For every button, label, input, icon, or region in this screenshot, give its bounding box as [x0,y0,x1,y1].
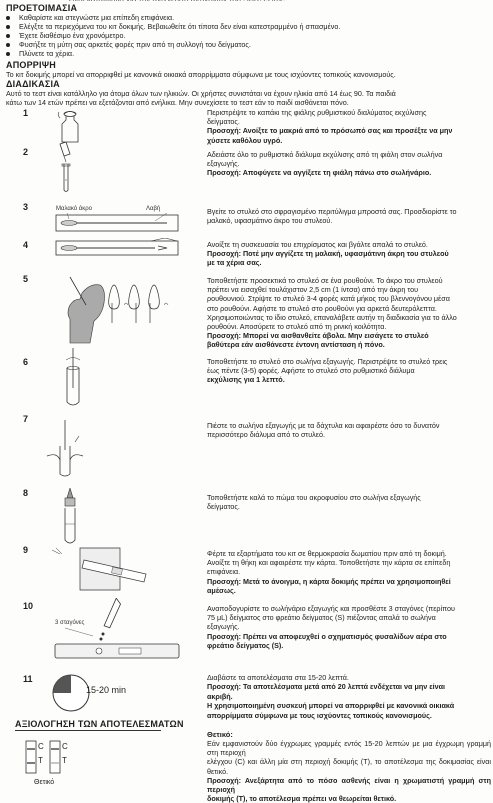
buffer-bottle-open-illustration [55,106,85,146]
step-text-line: δείγματος. [207,502,240,512]
preparation-item-text: Πλύνετε τα χέρια. [19,49,75,58]
step-text-line: Χρησιμοποιώντας το ίδιο στυλεό, επαναλάβετε αυτήν τη διαδικασία για το άλλο [207,312,457,322]
test-line-label-2: T [62,756,67,765]
timer-label: 15-20 min [86,685,127,695]
step-number: 9 [23,545,29,555]
step-caution-line: Προσοχή: Πρέπει να αποφευχθεί ο σχηματισμός φυσαλίδων αέρα στο [207,631,447,641]
step-caution-line: Προσοχή: Ποτέ μην αγγίζετε τη μαλακή, υφασμάτινη άκρη του στυλεού [207,249,449,259]
step-text-line: Περιστρέψτε το καπάκι της φιάλης ρυθμιστικού διαλύματος εκχύλισης [207,108,427,117]
step-text-line: εξαγωγής. [207,159,240,169]
swab-in-tube-illustration [62,348,84,408]
step-description [207,150,487,178]
swab-handle-label: Λαβή [146,206,161,212]
cut-off-top-line [0,0,493,1]
swab-package-illustration [55,213,180,235]
step-number: 5 [23,274,29,284]
preparation-item [6,13,174,22]
step-text-line: Φέρτε τα εξαρτήματα του κιτ σε θερμοκρασία δωματίου πριν από τη δοκιμή. [207,549,447,558]
step-caution-line: εκχύλισης για 1 λεπτό. [207,375,285,385]
procedure-intro-2: κάτω των 14 ετών πρέπει να εξετάζονται από ενήλικα. Μην συνεχίσετε το τεστ εάν το παιδί αισθάνεται πόνο. [6,98,349,107]
step-text-line: Αδειάστε όλο το ρυθμιστικό διάλυμα εκχύλισης από τη φιάλη στον σωλήνα [207,150,443,159]
test-line-label-1: T [38,756,43,765]
open-swab-package-illustration [55,238,180,260]
step-text-line: Τοποθετήστε το στυλεό στο σωλήνα εξαγωγής. Περιστρέψτε το στυλεό τρεις [207,357,448,366]
step-number: 8 [23,488,29,498]
evaluation-caution-line: δοκιμής (T), το αποτέλεσμα πρέπει να θεωρείται θετικό. [207,794,397,803]
squeeze-tube-illustration [45,420,93,480]
step-caution-line: Προσοχή: Ανοίξτε το μακριά από το πρόσωπό σας και προσέξτε να μην [207,126,453,136]
step-number: 6 [23,357,29,367]
step-description [207,207,487,225]
step-text-line: Πιέστε το σωλήνα εξαγωγής με τα δάχτυλα και αφαιρέστε όσο το δυνατόν [207,421,440,430]
step-caution-line: Προσοχή: Μπορεί να αισθανθείτε άβολα. Μην εισάγετε το στυλεό [207,331,429,341]
step-caution-line: Προσοχή: Αποφύγετε να αγγίξετε τη φιάλη πάνω στο σωλήνάριο. [207,168,432,178]
disposal-text: Το κιτ δοκιμής μπορεί να απορριφθεί με κανονικά οικιακά απορρίμματα σύμφωνα με τους ισχύοντες τοπικούς κανονισμούς. [6,70,396,79]
preparation-item-text: Έχετε διαθέσιμο ένα χρονόμετρο. [19,31,126,40]
step-text-line: Βγείτε το στυλεό στο σφραγισμένο περιτύλιγμα μπροστά σας. Προσδιορίστε το [207,207,457,216]
step-text-line: Διαβάστε τα αποτελέσματα στα 15-20 λεπτά. [207,673,349,682]
step-caution-line: ακριβή. [207,691,233,701]
evaluation-text-line: ελέγχου (C) και άλλη μία στη περιοχή δοκιμής (T), το αποτέλεσμα της δοκιμασίας είναι θετικό. [207,757,491,776]
step-number: 7 [23,414,29,424]
evaluation-positive-text [207,739,491,803]
preparation-item [6,22,340,31]
step-text-line: πρέπει να εισαχθεί τουλάχιστον 2,5 cm (1 ίντσα) από την άκρη του [207,285,419,295]
step-text-line: ρουθούνι. Αποσύρετε το στυλεό από τη ρινική κοιλότητα. [207,322,387,332]
step-text-line: Τοποθετήστε προσεκτικά το στυλεό σε ένα ρουθούνι. Το άκρο του στυλεού [207,276,443,285]
step-text-line: έως πέντε (3-5) φορές. Αφήστε το στυλεό στο ρυθμιστικό διάλυμα [207,366,415,376]
step-caution-line: αμέσως. [207,585,236,595]
step-text-line: Αναποδογυρίστε το σωλήνάριο εξαγωγής και προσθέστε 3 σταγόνες (περίπου [207,604,455,613]
control-line-label-1: C [38,742,44,751]
step-text-line: περισσότερο διάλυμα από το στυλεό. [207,430,325,440]
step-caution-line: απορρίμματα σύμφωνα με τους ισχύοντες τοπικούς κανονισμούς. [207,710,432,720]
step-number: 4 [23,240,29,250]
bullet-icon [6,52,10,56]
swab-tip-label: Μαλακό άκρο [56,206,92,212]
positive-title: Θετικό: [207,730,233,739]
add-drops-illustration [45,598,185,666]
bullet-icon [6,34,10,38]
evaluation-text-line: Εάν εμφανιστούν δύο έγχρωμες γραμμές εντός 15-20 λεπτών με μια έγχρωμη γραμμή στη περιοχή [207,739,491,758]
step-description [207,240,487,268]
preparation-item [6,49,74,58]
step-caution-line: χύσετε καθόλου υγρό. [207,135,283,145]
step-text-line: μαλακό, υφασμάτινο άκρο του στυλεού. [207,216,333,226]
preparation-item-text: Φυσήξτε τη μύτη σας αρκετές φορές πριν από τη συλλογή του δείγματος. [19,40,251,49]
step-text-line: Ανοίξτε τη συσκευασία του επιχρίσματος και βγάλτε απαλά το στυλεό. [207,240,428,249]
step-caution-line: φρεάτιο δείγματος (S). [207,640,284,650]
step-caution-line: βαθύτερα εάν αισθάνεστε έντονη αντίσταση ή πόνο. [207,340,385,350]
step-caution-line: με τα χέρια σας. [207,258,262,268]
step-description [207,276,487,350]
preparation-title: ΠΡΟΕΤΟΙΜΑΣΙΑ [6,3,78,13]
evaluation-title: ΑΞΙΟΛΟΓΗΣΗ ΤΩΝ ΑΠΟΤΕΛΕΣΜΑΤΩΝ [15,719,184,729]
step-number: 10 [23,601,34,611]
three-drops-label: 3 σταγόνες [55,620,85,626]
step-description [207,673,487,720]
step-caution-line: Προσοχή: Τα αποτελέσματα μετά από 20 λεπτά ενδέχεται να μην είναι [207,682,446,692]
step-text-line: επιφάνεια. [207,567,241,577]
nasal-swab-illustration [60,275,180,345]
evaluation-title-underline [15,730,161,731]
positive-caption: Θετικό [34,779,55,786]
bullet-icon [6,25,10,29]
pour-buffer-illustration [50,142,90,194]
step-text-line: Ανοίξτε τη θήκη και αφαιρέστε την κάρτα. Τοποθετήστε την κάρτα σε επίπεδη [207,558,451,568]
step-text-line: εξαγωγής. [207,622,240,632]
bullet-icon [6,43,10,47]
step-description [207,549,487,595]
preparation-item [6,31,125,40]
test-card-pouch-illustration [50,546,150,594]
step-number: 11 [23,674,33,684]
disposal-title: ΑΠΟΡΡΙΨΗ [6,60,56,70]
step-text-line: δείγματος. [207,117,240,127]
positive-result-card-illustration [24,739,84,777]
step-description [207,421,487,439]
bullet-icon [6,16,10,20]
preparation-item-text: Ελέγξτε τα περιεχόμενα του κιτ δοκιμής. Βεβαιωθείτε ότι τίποτα δεν είναι κατεστραμμένο ή σπασμένο. [19,22,341,31]
tube-with-cap-illustration [58,488,82,546]
step-caution-line: Προσοχή: Μετά το άνοιγμα, η κάρτα δοκιμής πρέπει να χρησιμοποιηθεί [207,576,451,586]
procedure-title: ΔΙΑΔΙΚΑΣΙΑ [6,79,60,89]
timer-icon [51,673,91,713]
step-description [207,357,487,385]
step-text-line: στο ρουθούνι. Αφήστε το στυλεό στο ρουθούνι για αρκετά δευτερόλεπτα. [207,303,437,313]
control-line-label-2: C [62,742,68,751]
evaluation-caution-line: Προσοχή: Ανεξάρτητα από το πόσο ασθενής είναι η χρωματιστή γραμμή στη περιοχή [207,775,491,795]
step-description [207,604,487,650]
step-text-line: Τοποθετήστε καλά το πώμα του ακροφυσίου στο σωλήνα εξαγωγής [207,493,421,502]
step-text-line: ρουθουνιού. Στρίψτε το στυλεό 3-4 φορές κατά μήκος του βλεννογόνου μέσα [207,294,450,304]
procedure-intro-1: Αυτό το τεστ είναι κατάλληλο για άτομα όλων των ηλικιών. Οι χρήστες συνιστάται να έχουν ηλικία από 14 έως 90. Τα παιδιά [6,89,396,98]
step-text-line: 75 μL) δείγματος στο φρεάτιο δείγματος (S) πιέζοντας απαλά το σωλήνα [207,613,436,623]
step-number: 3 [23,202,29,212]
preparation-item [6,40,251,49]
step-number: 1 [23,108,29,118]
step-number: 2 [23,147,29,157]
step-caution-line: Η χρησιμοποιημένη συσκευή μπορεί να απορριφθεί με κανονικά οικιακά [207,701,455,711]
step-description [207,493,487,511]
step-description [207,108,487,145]
preparation-item-text: Καθαρίστε και στεγνώστε μια επίπεδη επιφάνεια. [19,13,175,22]
